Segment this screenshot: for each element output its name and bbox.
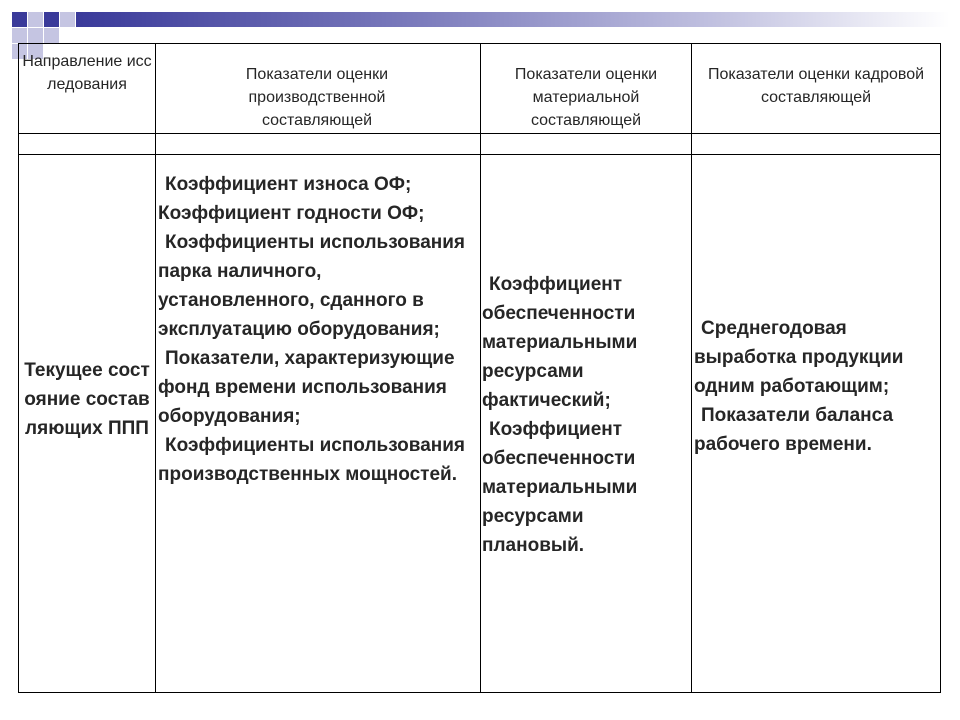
header-production: Показатели оценки производственной составляющей bbox=[245, 66, 389, 129]
corner-square-light bbox=[60, 12, 75, 27]
corner-square-dark bbox=[44, 12, 59, 27]
indicator-item: Среднегодовая выработка продукции одним работающим; bbox=[694, 318, 904, 397]
indicator-item: Коэффициент обеспеченности материальными ресурсами плановый. bbox=[482, 419, 638, 556]
corner-square-dark bbox=[12, 12, 27, 27]
table-col-divider bbox=[480, 43, 481, 693]
header-direction: Направление исследования bbox=[22, 53, 152, 93]
indicator-item: Коэффициенты использования производственных мощностей. bbox=[158, 435, 466, 485]
indicator-item: Показатели баланса рабочего времени. bbox=[694, 405, 894, 455]
corner-square-light bbox=[28, 28, 43, 43]
row-direction: Текущее состояние составляющих ППП bbox=[24, 360, 150, 439]
indicator-item: Показатели, характеризующие фонд времени использования оборудования; bbox=[158, 348, 455, 427]
corner-square-light bbox=[44, 28, 59, 43]
title-gradient-bar bbox=[76, 12, 950, 27]
table-border-right bbox=[940, 43, 941, 693]
header-material: Показатели оценки материальной составляющей bbox=[514, 66, 658, 129]
indicator-item: Коэффициенты использования парка наличного, установленного, сданного в эксплуатацию оборудования; bbox=[158, 232, 466, 340]
corner-square-light bbox=[28, 12, 43, 27]
table-col-divider bbox=[155, 43, 156, 693]
row-personnel-indicators bbox=[694, 314, 934, 459]
table-col-divider bbox=[691, 43, 692, 693]
indicator-item: Коэффициент обеспеченности материальными ресурсами фактический; bbox=[482, 274, 638, 411]
header-personnel: Показатели оценки кадровой составляющей bbox=[707, 66, 925, 106]
indicator-item: Коэффициент износа ОФ; Коэффициент годности ОФ; bbox=[158, 174, 425, 224]
corner-square-light bbox=[12, 28, 27, 43]
table-border-left bbox=[18, 43, 19, 693]
row-production-indicators bbox=[158, 170, 478, 489]
row-material-indicators bbox=[482, 270, 688, 560]
